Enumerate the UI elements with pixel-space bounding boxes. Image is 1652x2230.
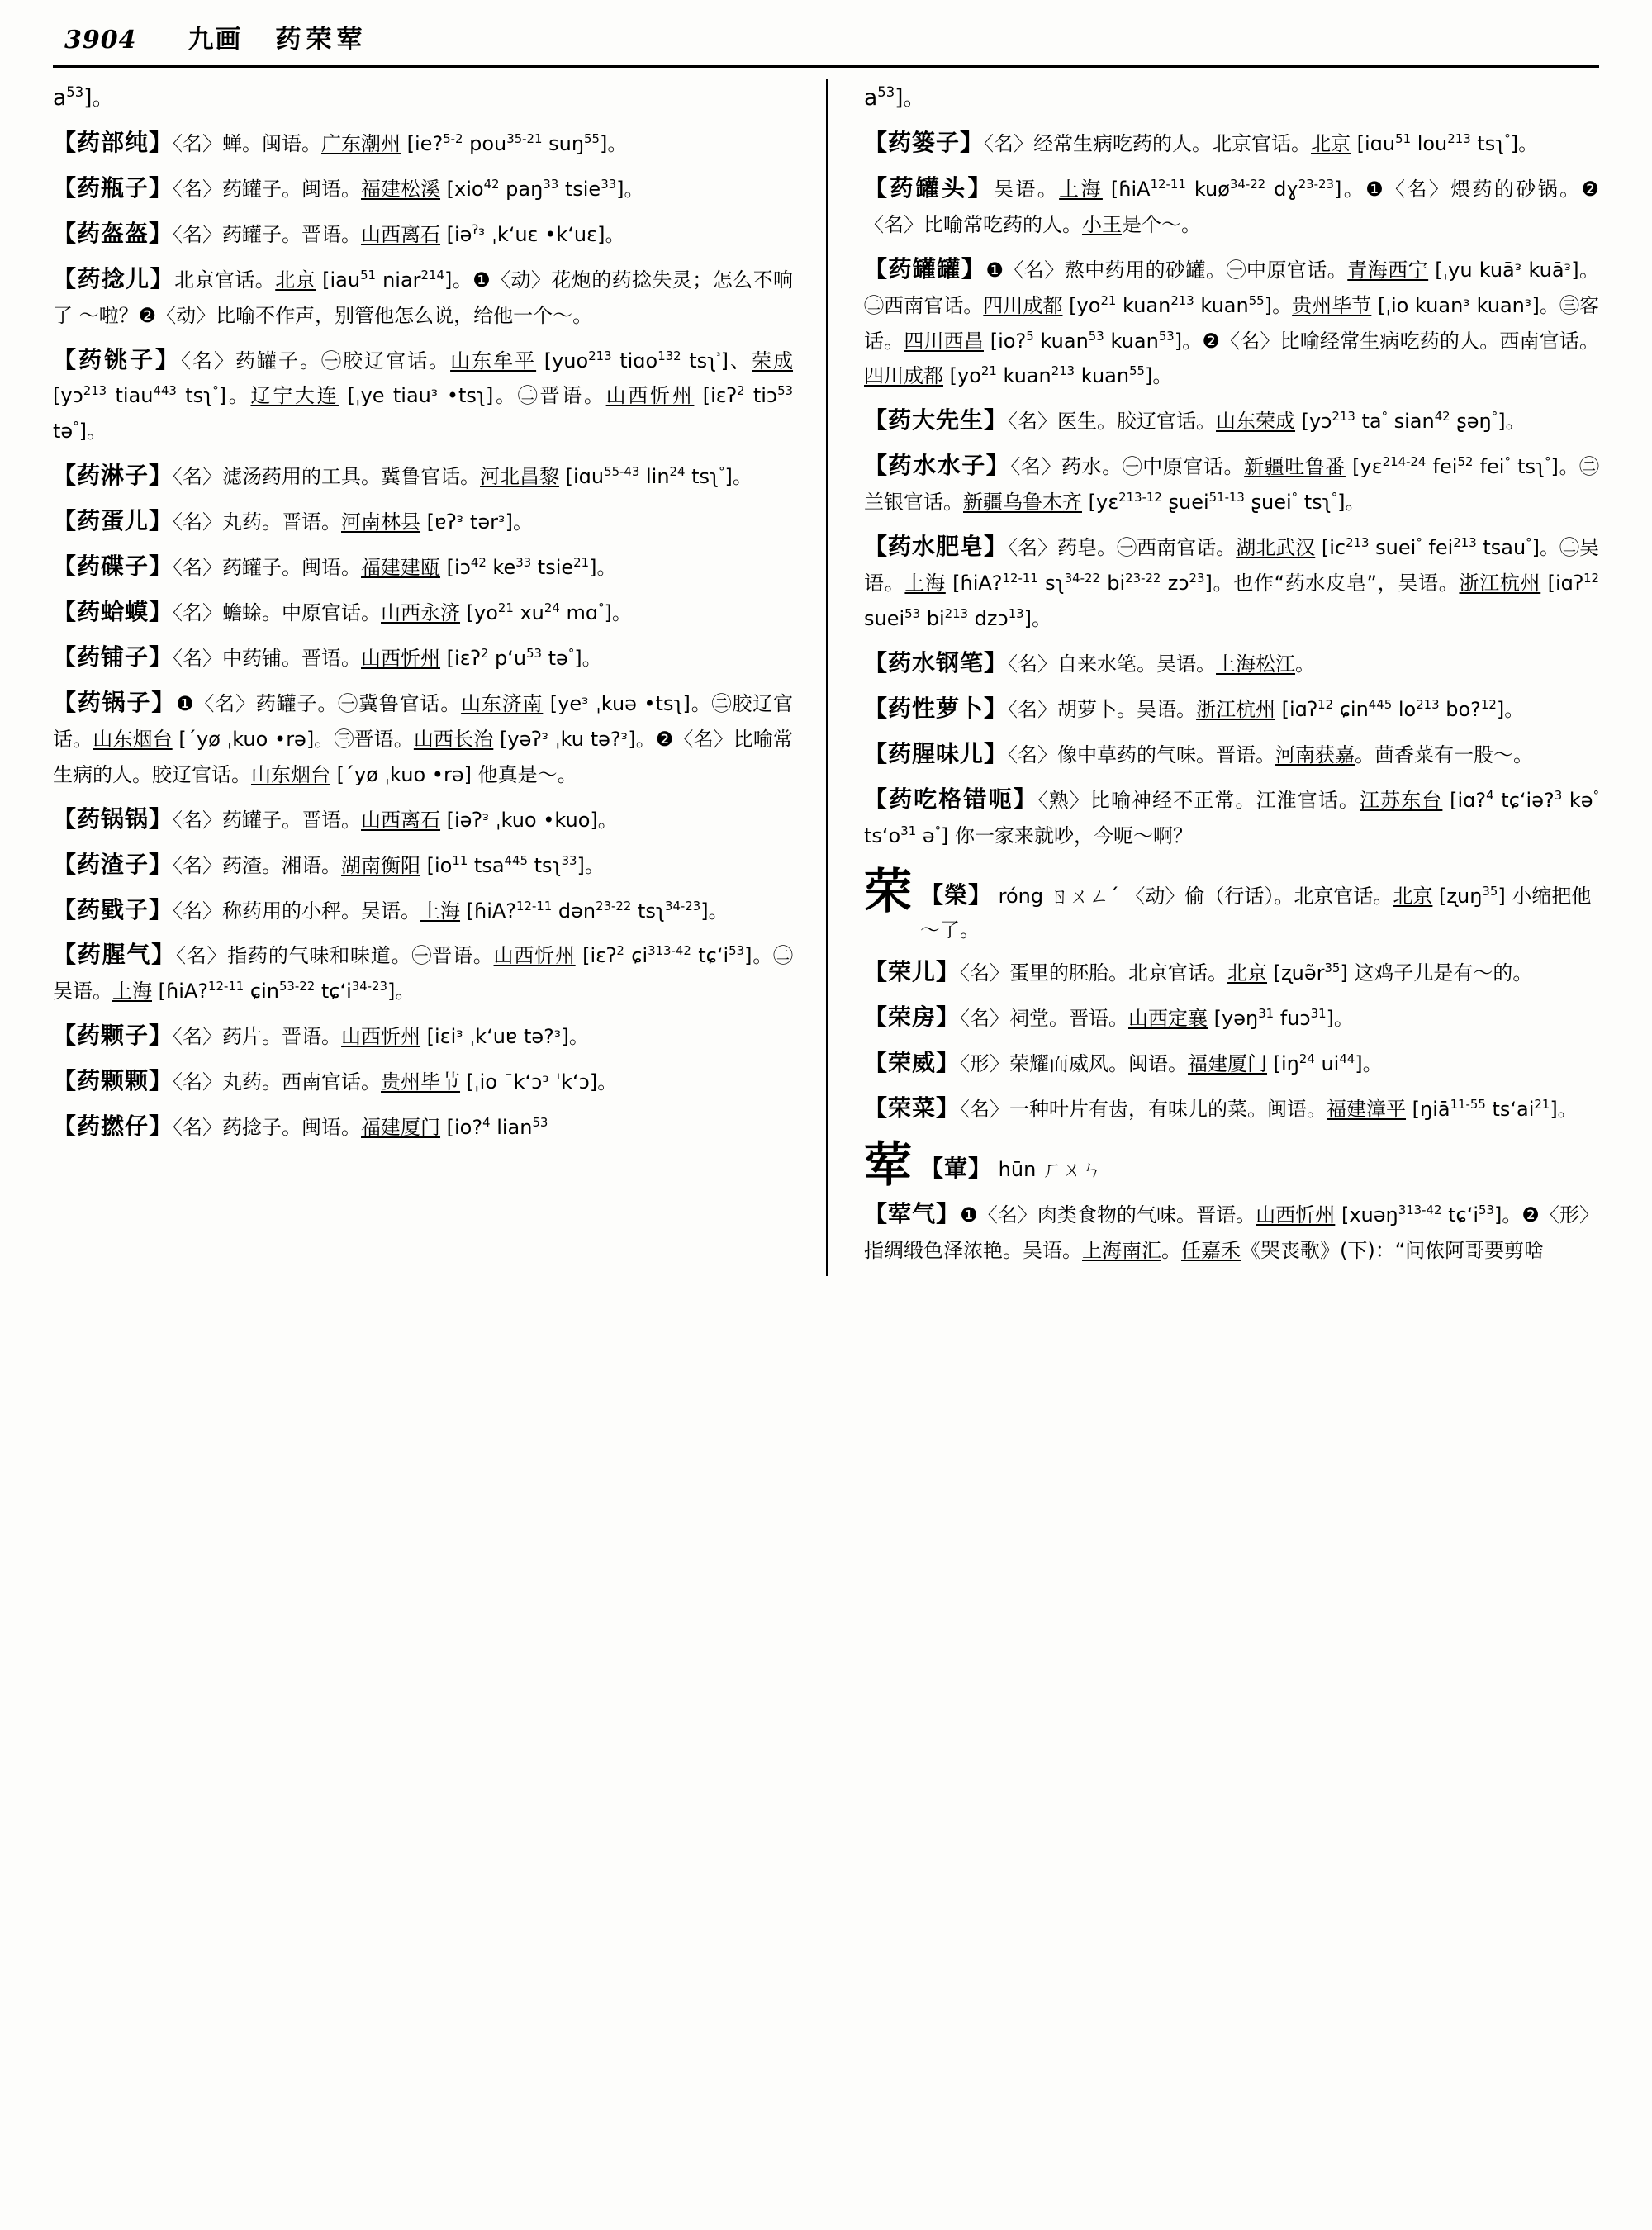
- dictionary-entry: [864, 999, 1599, 1037]
- dictionary-entry: [864, 169, 1599, 243]
- dictionary-entry: [53, 260, 793, 334]
- dictionary-entry: [53, 891, 793, 929]
- dictionary-entry: [53, 800, 793, 838]
- entry-definition: 北京官话。北京 [iau$^{51}$ niar$^{214}$]。❶〈动〉花炮的药捻失灵；怎么不响了 ～啦？❷〈动〉比喻不作声，别管他怎么说，给他一个～。: [53, 267, 793, 327]
- entry-headword: 【药瓶子】: [53, 173, 173, 202]
- carryover-text: $a^{53}$]。: [864, 84, 925, 111]
- entry-definition: 〈名〉药捻子。闽语。福建厦门 [io?$^4$ lian$^{53}$: [173, 1115, 548, 1140]
- entry-definition: 〈名〉称药用的小秤。吴语。上海 [ɦiA?$^{12-11}$ dən$^{23-22}$ tsʅ$^{34-23}$]。: [173, 898, 729, 923]
- entry-definition: 〈名〉自来水笔。吴语。上海松江。: [1008, 652, 1316, 676]
- dictionary-entry: [53, 684, 793, 793]
- entry-definition: 〈名〉药片。晋语。山西忻州 [iɛiᵌ ˌk‘uɐ tə?ᵌ]。: [173, 1025, 589, 1049]
- entry-headword: 【药颗子】: [53, 1022, 173, 1050]
- entry-definition: 〈名〉蟾蜍。中原官话。山西永济 [$yo^{21}$ $xu^{24}$ mɑ°]。: [173, 600, 632, 625]
- dictionary-entry: [53, 1108, 793, 1146]
- entry-definition: ❶〈名〉药罐子。㊀冀鲁官话。山东济南 [yeᵌ ˌkuə •tsʅ]。㊁胶辽官话。山东烟台 [ˊyø ˌkuo •rə]。㊂晋语。山西长治 [yəʔᵌ ˌku tə?ᵌ]。❷〈名〉比喻常生病的人。胶辽官话。山东烟台 [ˊyø ˌkuo •rə] 他真是～。: [53, 691, 794, 786]
- entry-headword: 【药锅子】: [53, 688, 177, 716]
- entry-definition: 〈名〉祠堂。晋语。山西定襄 [yəŋ$^{31}$ fuɔ$^{31}$]。: [960, 1005, 1354, 1030]
- dictionary-entry: [864, 401, 1599, 439]
- entry-headword: 【药渣子】: [53, 850, 173, 878]
- entry-headword: 【药水水子】: [864, 452, 1011, 480]
- dictionary-entry: [53, 169, 793, 207]
- entry-definition: 〈名〉药罐子。闽语。福建松溪 [xio$^{42}$ paŋ$^{33}$ tsie$^{33}$]。: [173, 176, 644, 201]
- entry-definition: 〈名〉经常生病吃药的人。北京官话。北京 [iɑu$^{51}$ lou$^{213}$ tsʅ°]。: [984, 130, 1539, 155]
- entry-headword: 【药水肥皂】: [864, 533, 1009, 561]
- dictionary-entry: [864, 1044, 1599, 1082]
- entry-definition: 〈名〉医生。胶辽官话。山东荣成 [yɔ$^{213}$ ta° sian$^{42}$ ʂəŋ°]。: [1008, 409, 1526, 434]
- dictionary-entry: [53, 1062, 793, 1100]
- dictionary-entry: [864, 250, 1599, 395]
- zhuyin: ㄖㄨㄥˊ: [1049, 884, 1126, 908]
- entry-definition: 〈名〉丸药。晋语。河南林县 [ɐʔᵌ tərᵌ]。: [173, 510, 533, 534]
- entry-definition: 〈名〉丸药。西南官话。贵州毕节 [ˌio ˉk‘ɔᵌ ˈk‘ɔ]。: [173, 1070, 618, 1094]
- dictionary-entry: [53, 593, 793, 631]
- dictionary-entry: [864, 124, 1599, 162]
- entry-definition: 〈名〉药皂。㊀西南官话。湖北武汉 [$ic^{213}$ suei° fei$^{213}$ tsau°]。㊁吴语。上海 [ɦiA?$^{12-11}$ sʅ$^{34-22}$ $bi^{23-22}$ zɔ$^{23}$]。也作“药水皮皂”，吴语。浙江杭州 [iɑʔ$^{12}$ suei$^{53}$ $bi^{213}$ dzɔ$^{13}$]。: [864, 535, 1600, 630]
- dictionary-entry: [864, 1089, 1599, 1127]
- dictionary-entry: [53, 215, 793, 253]
- entry-headword: 【药盔盔】: [53, 219, 173, 247]
- dictionary-entry: [53, 124, 793, 162]
- entry-headword: 【药性萝卜】: [864, 694, 1009, 722]
- entry-headword: 【荣威】: [864, 1048, 961, 1076]
- entry-headword: 【药戥子】: [53, 895, 173, 923]
- big-character-entry: [864, 862, 1599, 947]
- entry-definition: 〈名〉药罐子。晋语。山西离石 [iə$^ʔ$ᵌ ˌk‘uɛ •k‘uɛ]。: [173, 221, 625, 246]
- entry-definition: 〈名〉中药铺。晋语。山西忻州 [iɛʔ$^2$ $p‘u^{53}$ tə°]。: [173, 645, 602, 670]
- entry-headword: 【药淋子】: [53, 462, 173, 490]
- dictionary-entry: [864, 780, 1599, 854]
- page-header: [0, 0, 1652, 55]
- entry-definition: 〈名〉药罐子。晋语。山西离石 [iəʔᵌ ˌkuo •kuo]。: [173, 808, 618, 832]
- entry-definition: 〈名〉像中草药的气味。晋语。河南获嘉。茴香菜有一股～。: [1008, 743, 1534, 766]
- entry-headword: 【药水钢笔】: [864, 648, 1009, 676]
- dictionary-entry: [53, 936, 793, 1009]
- entry-headword: 【药碟子】: [53, 553, 173, 581]
- dictionary-entry: [864, 735, 1599, 773]
- entry-headword: 【荣菜】: [864, 1094, 961, 1122]
- left-column: [53, 81, 826, 1276]
- dictionary-entry: [53, 457, 793, 495]
- entry-headword: 【荤气】: [864, 1199, 961, 1227]
- dictionary-entry: [864, 644, 1599, 682]
- entry-headword: 【药锅锅】: [53, 804, 173, 833]
- dictionary-entry: [864, 447, 1599, 520]
- entry-definition: 〈名〉蛋里的胚胎。北京官话。北京 $[ʐuə̃r^{35}]$ 这鸡子儿是有～的。: [960, 960, 1533, 985]
- variant-form: 【葷】: [920, 1154, 993, 1182]
- entry-headword: 【药蛋儿】: [53, 507, 173, 535]
- entry-definition: 〈名〉胡萝卜。吴语。浙江杭州 [iɑʔ$^{12}$ ɕin$^{445}$ $lo^{213}$ bo?$^{12}$]。: [1008, 696, 1525, 721]
- entry-definition: 〈名〉指药的气味和味道。㊀晋语。山西忻州 [iɛʔ$^2$ ɕi$^{313-42}$ $tɕ‘i^{53}$]。㊁吴语。上海 [ɦiA?$^{12-11}$ ɕin$^{53-22}$ $tɕ‘i^{34-23}$]。: [53, 943, 793, 1004]
- pinyin: hūn: [992, 1157, 1042, 1181]
- column-divider: [826, 79, 828, 1276]
- page-columns: [0, 68, 1652, 1276]
- entry-definition: 〈形〉荣耀而威风。闽语。福建厦门 [$iŋ^{24}$ $ui^{44}$]。: [960, 1051, 1383, 1075]
- entry-definition: ❶〈名〉熬中药用的砂罐。㊀中原官话。青海西宁 [ˌyu kuāᵌ kuāᵌ]。㊁西南官话。四川成都 [$yo^{21}$ kuan$^{213}$ kuan$^{55}$]。贵州毕节 [ˌio kuanᵌ kuanᵌ]。㊂客话。四川西昌 [io?$^5$ kuan$^{53}$ kuan$^{53}$]。❷〈名〉比喻经常生病吃药的人。西南官话。四川成都 [$yo^{21}$ kuan$^{213}$ kuan$^{55}$]。: [864, 258, 1600, 388]
- dictionary-entry: [864, 1195, 1599, 1269]
- entry-headword: 【药蛤蟆】: [53, 598, 173, 626]
- entry-headword: 【药铺子】: [53, 643, 173, 671]
- entry-headword: 【药大先生】: [864, 406, 1009, 434]
- entry-headword: 【药吃格错呃】: [864, 785, 1038, 813]
- entry-definition: 〈熟〉比喻神经不正常。江淮官话。江苏东台 [iɑ?$^4$ tɕ‘iə?$^3$ kə° $ts‘o^{31}$ ə°] 你一家来就吵，今呃～啊？: [864, 787, 1600, 847]
- entry-headword: 【药腥气】: [53, 941, 176, 969]
- pinyin: róng: [992, 884, 1050, 908]
- entry-headword: 【荣房】: [864, 1003, 961, 1031]
- entry-definition: 〈名〉药罐子。㊀胶辽官话。山东牟平 [yuo$^{213}$ tiɑo$^{132}$ tsʅ$^ᵌ$]、荣成 [yɔ$^{213}$ tiau$^{443}$ tsʅ°]。辽宁大连 [ˌye tiauᵌ •tsʅ]。㊁晋语。山西忻州 [iɛʔ$^2$ tiɔ$^{53}$ tə°]。: [53, 348, 794, 444]
- big-character-body: [920, 867, 1599, 947]
- right-big-entry-list: [864, 862, 1599, 1269]
- entry-headword: 【药罐罐】: [864, 254, 986, 282]
- entry-definition: 〈名〉一种叶片有齿，有味儿的菜。闽语。福建漳平 [ŋiā$^{11-55}$ $ts‘ai^{21}$]。: [960, 1096, 1578, 1121]
- entry-headword: 【药撚仔】: [53, 1113, 173, 1141]
- page-number: 3904: [64, 26, 137, 55]
- entry-definition: ❶〈名〉肉类食物的气味。晋语。山西忻州 [xuəŋ$^{313-42}$ $tɕ‘i^{53}$]。❷〈形〉指绸缎色泽浓艳。吴语。上海南汇。任嘉禾《哭丧歌》(下)：“问侬阿哥要剪啥: [864, 1202, 1599, 1262]
- entry-headword: 【药篓子】: [864, 128, 985, 156]
- entry-definition: 〈名〉药罐子。闽语。福建建瓯 [iɔ$^{42}$ $ke^{33}$ tsie$^{21}$]。: [173, 555, 617, 580]
- entry-definition: 〈名〉滤汤药用的工具。冀鲁官话。河北昌黎 [iɑu$^{55-43}$ lin$^{24}$ tsʅ°]。: [173, 464, 752, 489]
- entry-definition: 〈名〉药水。㊀中原官话。新疆吐鲁番 [yɛ$^{214-24}$ fei$^{52}$ fei° tsʅ°]。㊁兰银官话。新疆乌鲁木齐 [yɛ$^{213-12}$ ʂuei$^{51-13}$ ʂuei° tsʅ°]。: [864, 454, 1600, 515]
- entry-headword: 【药颗颗】: [53, 1067, 173, 1095]
- left-entry-list: [53, 124, 793, 1146]
- dictionary-entry: [53, 548, 793, 586]
- entry-headword: 【药铫子】: [53, 345, 182, 373]
- dictionary-entry: [53, 638, 793, 676]
- dictionary-entry: [864, 690, 1599, 728]
- dictionary-entry: [53, 846, 793, 884]
- entry-headword: 【药罐头】: [864, 173, 994, 202]
- entry-definition: 吴语。上海 [ɦiA$^{12-11}$ kuø$^{34-22}$ dɣ$^{23-23}$]。❶〈名〉煨药的砂锅。❷〈名〉比喻常吃药的人。小王是个～。: [864, 176, 1599, 236]
- entry-headword: 【药腥味儿】: [864, 739, 1009, 767]
- zhuyin: ㄏㄨㄣ: [1042, 1157, 1102, 1181]
- big-entry-definition: 〈动〉偷（行话）。北京官话。北京 [ʐuŋ$^{35}$] 小缩把他～了。: [920, 883, 1592, 942]
- dictionary-entry: [864, 528, 1599, 637]
- entry-headword: 【药捻儿】: [53, 264, 175, 292]
- big-character: 荤: [864, 1136, 913, 1193]
- big-character: 荣: [864, 862, 913, 919]
- header-stroke-count: 九画: [188, 25, 243, 55]
- entry-definition: 〈名〉蝉。闽语。广东潮州 [ie?$^{5-2}$ pou$^{35-21}$ suŋ$^{55}$]。: [173, 130, 628, 155]
- dictionary-entry: [53, 1017, 793, 1055]
- right-column: [826, 81, 1599, 1276]
- dictionary-entry: [53, 502, 793, 540]
- variant-form: 【榮】: [920, 880, 993, 909]
- entry-headword: 【荣儿】: [864, 957, 961, 985]
- dictionary-entry: [53, 341, 793, 450]
- dictionary-entry: [864, 953, 1599, 991]
- big-character-entry: [864, 1136, 1599, 1193]
- header-characters: 药荣荤: [275, 25, 368, 55]
- entry-headword: 【药部纯】: [53, 128, 173, 156]
- big-character-body: [920, 1141, 1599, 1186]
- right-entry-list: [864, 124, 1599, 854]
- entry-definition: 〈名〉药渣。湘语。湖南衡阳 [$io^{11}$ tsa$^{445}$ tsʅ$^{33}$]。: [173, 852, 605, 877]
- carryover-text: $a^{53}$]。: [53, 84, 114, 111]
